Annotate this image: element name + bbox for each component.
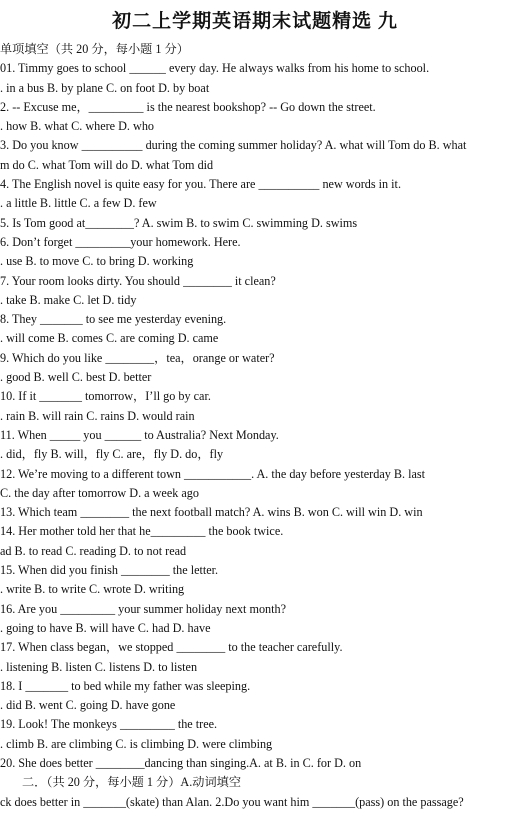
- options-line: . will come B. comes C. are coming D. came: [0, 331, 219, 346]
- options-line: . use B. to move C. to bring D. working: [0, 254, 194, 269]
- question-line: 5. Is Tom good at________? A. swim B. to swim C. swimming D. swims: [0, 215, 358, 230]
- options-line: . climb B. are climbing C. is climbing D. were climbing: [0, 736, 273, 751]
- question-line: 14. Her mother told her that he_________ the book twice.: [0, 524, 284, 539]
- question-line: 17. When class began，we stopped ________ to the teacher carefully.: [0, 640, 343, 655]
- question-line: 8. They _______ to see me yesterday evening.: [0, 312, 227, 327]
- question-line: 18. I _______ to bed while my father was sleeping.: [0, 678, 251, 693]
- options-line: . in a bus B. by plane C. on foot D. by boat: [0, 80, 210, 95]
- options-line: ad B. to read C. reading D. to not read: [0, 543, 187, 558]
- options-line: C. the day after tomorrow D. a week ago: [0, 485, 199, 500]
- options-line: . write B. to write C. wrote D. writing: [0, 582, 185, 597]
- page-title: 初二上学期英语期末试题精选 九: [112, 11, 398, 32]
- options-line: . listening B. listen C. listens D. to listen: [0, 659, 198, 674]
- question-line: 01. Timmy goes to school ______ every day. He always walks from his home to school.: [0, 61, 430, 76]
- options-line: . did B. went C. going D. have gone: [0, 698, 176, 713]
- question-line: 2. -- Excuse me，_________ is the nearest bookshop? -- Go down the street.: [0, 99, 376, 114]
- question-line: 16. Are you _________ your summer holiday next month?: [0, 601, 287, 616]
- question-line: 20. She does better ________dancing than singing.A. at B. in C. for D. on: [0, 755, 362, 770]
- question-line: 6. Don’t forget _________your homework. Here.: [0, 234, 241, 249]
- section-heading: 单项填空（共 20 分，每小题 1 分）: [0, 42, 189, 56]
- question-line: 3. Do you know __________ during the coming summer holiday? A. what will Tom do B. what: [0, 138, 467, 153]
- options-line: . how B. what C. where D. who: [0, 119, 155, 134]
- options-line: m do C. what Tom will do D. what Tom did: [0, 157, 214, 172]
- question-line: 15. When did you finish ________ the letter.: [0, 563, 219, 578]
- options-line: . going to have B. will have C. had D. have: [0, 620, 211, 635]
- question-line: ck does better in _______(skate) than Alan. 2.Do you want him _______(pass) on the passage?: [0, 794, 464, 809]
- question-line: 11. When _____ you ______ to Australia? Next Monday.: [0, 427, 279, 442]
- question-line: 7. Your room looks dirty. You should ________ it clean?: [0, 273, 276, 288]
- question-list: [0, 40, 510, 812]
- options-line: . rain B. will rain C. rains D. would rain: [0, 408, 195, 423]
- question-line: 19. Look! The monkeys _________ the tree.: [0, 717, 218, 732]
- options-line: . take B. make C. let D. tidy: [0, 292, 137, 307]
- question-line: 10. If it _______ tomorrow，I’ll go by car.: [0, 389, 211, 404]
- options-line: . a little B. little C. a few D. few: [0, 196, 157, 211]
- question-line: 13. Which team ________ the next football match? A. wins B. won C. will win D. win: [0, 505, 423, 520]
- section-heading: 二．（共 20 分，每小题 1 分）A.动词填空: [22, 775, 242, 790]
- question-line: 4. The English novel is quite easy for you. There are __________ new words in it.: [0, 177, 401, 192]
- options-line: . did，fly B. will，fly C. are，fly D. do，fly: [0, 447, 224, 462]
- options-line: . good B. well C. best D. better: [0, 370, 152, 385]
- question-line: 12. We’re moving to a different town ___________. A. the day before yesterday B. last: [0, 466, 426, 481]
- question-line: 9. Which do you like ________，tea，orange or water?: [0, 350, 275, 365]
